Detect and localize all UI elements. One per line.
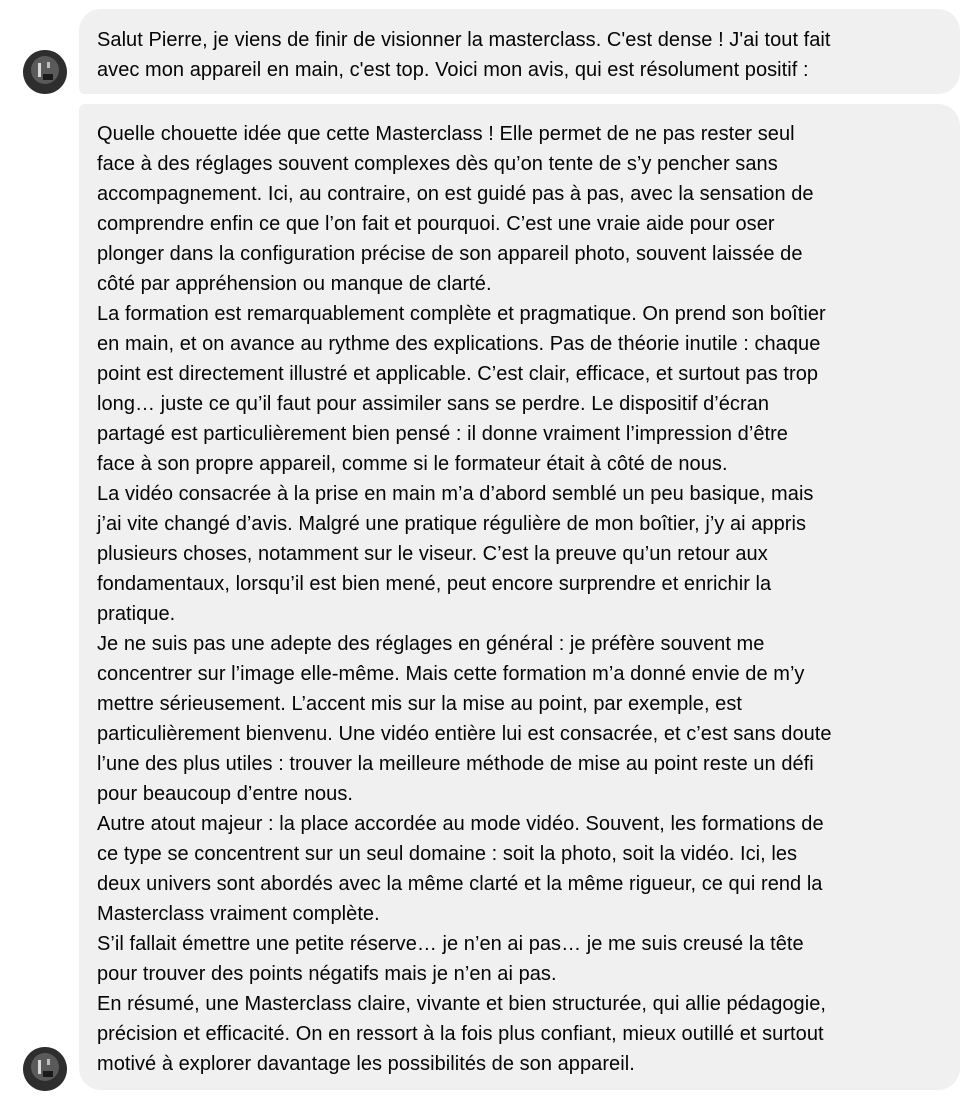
user-avatar[interactable] — [23, 50, 67, 94]
message-text — [97, 119, 942, 1079]
message-line: face à des réglages souvent complexes dès qu’on tente de s’y pencher sans — [97, 153, 778, 175]
message-line: long… juste ce qu’il faut pour assimiler sans se perdre. Le dispositif d’écran — [97, 393, 770, 415]
message-bubble[interactable] — [79, 104, 960, 1090]
avatar-photo-icon — [23, 1047, 67, 1091]
message-line: accompagnement. Ici, au contraire, on est guidé pas à pas, avec la sensation de — [97, 183, 814, 205]
message-line: face à son propre appareil, comme si le formateur était à côté de nous. — [97, 453, 728, 475]
message-line: fondamentaux, lorsqu’il est bien mené, peut encore surprendre et enrichir la — [97, 573, 772, 595]
message-line: motivé à explorer davantage les possibilités de son appareil. — [97, 1053, 635, 1075]
avatar-photo-icon — [23, 50, 67, 94]
message-line: j’ai vite changé d’avis. Malgré une pratique régulière de mon boîtier, j’y ai appris — [97, 513, 807, 535]
message-bubble[interactable] — [79, 9, 960, 94]
message-line: plonger dans la configuration précise de son appareil photo, souvent laissée de — [97, 243, 803, 265]
message-line: précision et efficacité. On en ressort à la fois plus confiant, mieux outillé et surtout — [97, 1023, 824, 1045]
message-line: S’il fallait émettre une petite réserve… je n’en ai pas… je me suis creusé la tête — [97, 933, 804, 955]
message-line: Je ne suis pas une adepte des réglages en général : je préfère souvent me — [97, 633, 765, 655]
message-line: point est directement illustré et applicable. C’est clair, efficace, et surtout pas trop — [97, 363, 819, 385]
message-line: concentrer sur l’image elle-même. Mais cette formation m’a donné envie de m’y — [97, 663, 805, 685]
message-line: mettre sérieusement. L’accent mis sur la mise au point, par exemple, est — [97, 693, 742, 715]
message-line: en main, et on avance au rythme des explications. Pas de théorie inutile : chaque — [97, 333, 821, 355]
message-text — [97, 9, 942, 85]
message-line: Salut Pierre, je viens de finir de visionner la masterclass. C'est dense ! J'ai tout fait — [97, 29, 831, 51]
message-line: Autre atout majeur : la place accordée au mode vidéo. Souvent, les formations de — [97, 813, 824, 835]
message-line: Masterclass vraiment complète. — [97, 903, 380, 925]
message-line: deux univers sont abordés avec la même clarté et la même rigueur, ce qui rend la — [97, 873, 823, 895]
user-avatar[interactable] — [23, 1047, 67, 1091]
message-line: particulièrement bienvenu. Une vidéo entière lui est consacrée, et c’est sans doute — [97, 723, 832, 745]
message-line: pratique. — [97, 603, 176, 625]
message-line: l’une des plus utiles : trouver la meilleure méthode de mise au point reste un défi — [97, 753, 814, 775]
message-line: pour trouver des points négatifs mais je n’en ai pas. — [97, 963, 557, 985]
message-line: pour beaucoup d’entre nous. — [97, 783, 353, 805]
message-line: Quelle chouette idée que cette Masterclass ! Elle permet de ne pas rester seul — [97, 123, 795, 145]
message-line: plusieurs choses, notamment sur le viseur. C’est la preuve qu’un retour aux — [97, 543, 768, 565]
message-line: avec mon appareil en main, c'est top. Voici mon avis, qui est résolument positif : — [97, 59, 809, 81]
message-line: La formation est remarquablement complète et pragmatique. On prend son boîtier — [97, 303, 826, 325]
message-line: La vidéo consacrée à la prise en main m’a d’abord semblé un peu basique, mais — [97, 483, 814, 505]
message-line: ce type se concentrent sur un seul domaine : soit la photo, soit la vidéo. Ici, les — [97, 843, 798, 865]
message-line: partagé est particulièrement bien pensé : il donne vraiment l’impression d’être — [97, 423, 788, 445]
message-line: En résumé, une Masterclass claire, vivante et bien structurée, qui allie pédagogie, — [97, 993, 826, 1015]
message-line: comprendre enfin ce que l’on fait et pourquoi. C’est une vraie aide pour oser — [97, 213, 775, 235]
message-line: côté par appréhension ou manque de clarté. — [97, 273, 492, 295]
